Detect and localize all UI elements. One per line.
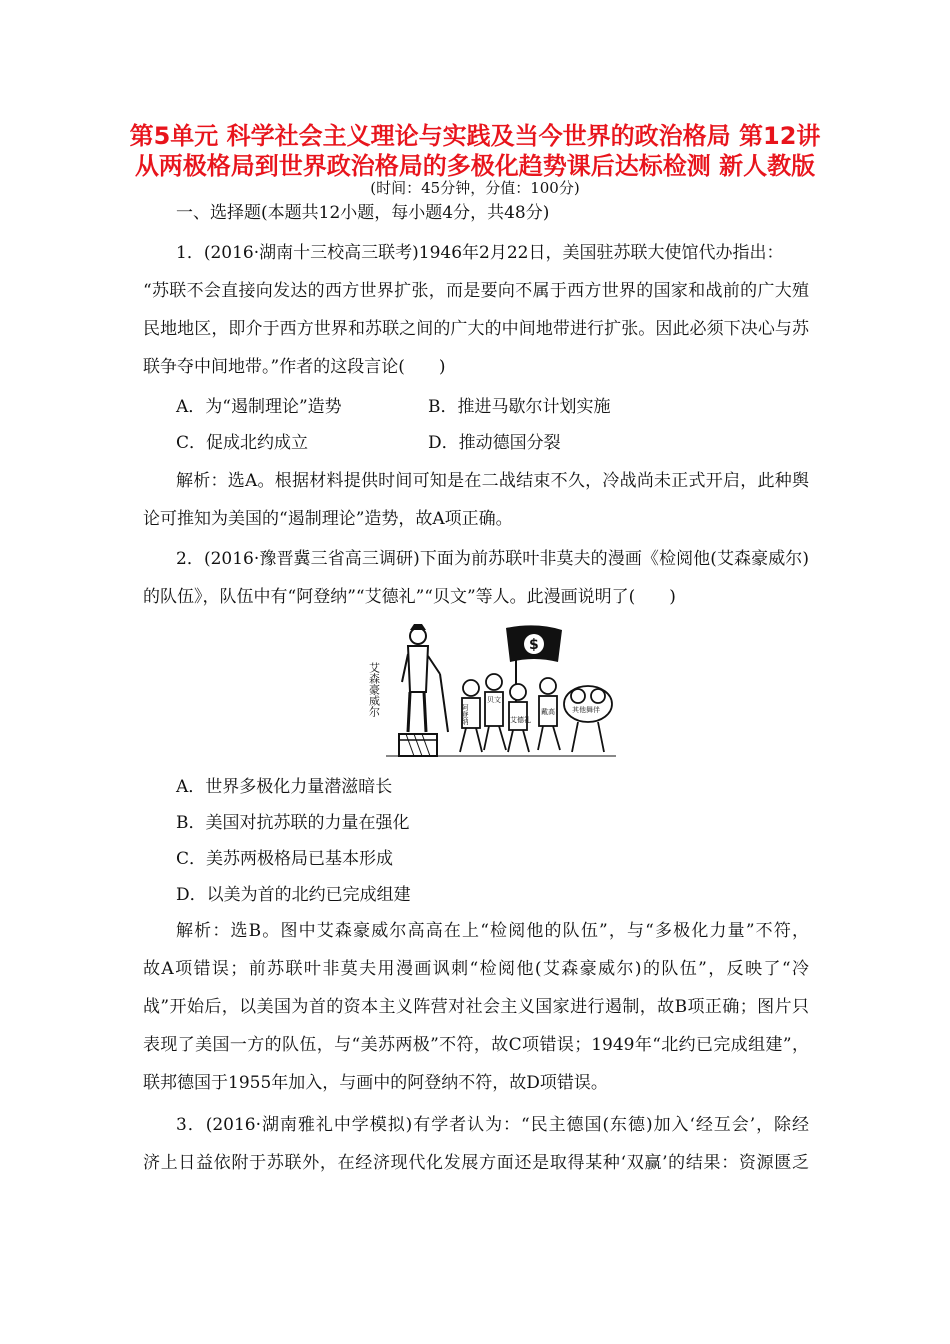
q1-stem-line: 民地地区，即介于西方世界和苏联之间的广大的中间地带进行扩张。因此必须下决心与苏 bbox=[143, 319, 809, 339]
cartoon-tag-label: 阿登纳 bbox=[461, 704, 469, 725]
exam-time-score: (时间：45分钟，分值：100分) bbox=[370, 179, 580, 197]
q2-analysis-line: 解析：选B。图中艾森豪威尔高高在上“检阅他的队伍”，与“多极化力量”不符， bbox=[176, 921, 809, 941]
q2-analysis-line: 联邦德国于1955年加入，与画中的阿登纳不符，故D项错误。 bbox=[143, 1073, 608, 1093]
flag-dollar-sign: $ bbox=[529, 637, 539, 653]
q3-stem-line: 3．(2016·湖南雅礼中学模拟)有学者认为：“民主德国(东德)加入‘经互会’，除经 bbox=[176, 1115, 809, 1135]
q1-analysis-line: 解析：选A。根据材料提供时间可知是在二战结束不久，冷战尚未正式开启，此种舆 bbox=[176, 471, 809, 491]
document-title-line-2: 从两极格局到世界政治格局的多极化趋势课后达标检测 新人教版 bbox=[134, 152, 816, 180]
cartoon-tag-label: 艾德礼 bbox=[510, 716, 531, 724]
q2-analysis-line: 战”开始后，以美国为首的资本主义阵营对社会主义国家进行遏制，故B项正确；图片只 bbox=[143, 997, 809, 1017]
q1-option-b: B．推进马歇尔计划实施 bbox=[428, 397, 611, 417]
q2-option-a: A．世界多极化力量潜滋暗长 bbox=[176, 777, 393, 797]
q2-option-d: D．以美为首的北约已完成组建 bbox=[176, 885, 411, 905]
q1-stem-line: 1．(2016·湖南十三校高三联考)1946年2月22日，美国驻苏联大使馆代办指出： bbox=[176, 243, 784, 263]
q2-stem-line: 的队伍》，队伍中有“阿登纳”“艾德礼”“贝文”等人。此漫画说明了( ) bbox=[143, 587, 676, 607]
q1-option-a: A．为“遏制理论”造势 bbox=[176, 397, 342, 417]
section-heading: 一、选择题(本题共12小题，每小题4分，共48分) bbox=[176, 203, 550, 223]
q1-option-c: C．促成北约成立 bbox=[176, 433, 309, 453]
cartoon-tag-label: 其他舞伴 bbox=[572, 706, 600, 714]
q2-analysis-line: 表现了美国一方的队伍，与“美苏两极”不符，故C项错误；1949年“北约已完成组建”， bbox=[143, 1035, 809, 1055]
cartoon-label-eisenhower: 艾森豪威尔 bbox=[367, 662, 381, 717]
q1-analysis-line: 论可推知为美国的“遏制理论”造势，故A项正确。 bbox=[143, 509, 513, 529]
q2-option-c: C．美苏两极格局已基本形成 bbox=[176, 849, 394, 869]
document-title-line-1: 第5单元 科学社会主义理论与实践及当今世界的政治格局 第12讲 bbox=[129, 122, 821, 150]
cartoon-tag-label: 戴高 bbox=[541, 708, 555, 716]
q3-stem-line: 济上日益依附于苏联外，在经济现代化发展方面还是取得某种‘双赢’的结果：资源匮乏 bbox=[143, 1153, 809, 1173]
q1-stem-line: 联争夺中间地带。”作者的这段言论( ) bbox=[143, 357, 446, 377]
q1-option-d: D．推动德国分裂 bbox=[428, 433, 561, 453]
q2-analysis-line: 故A项错误；前苏联叶非莫夫用漫画讽刺“检阅他(艾森豪威尔)的队伍”，反映了“冷 bbox=[143, 959, 809, 979]
q2-stem-line: 2．(2016·豫晋冀三省高三调研)下面为前苏联叶非莫夫的漫画《检阅他(艾森豪威尔) bbox=[176, 549, 809, 569]
cartoon-tag-label: 贝文 bbox=[487, 696, 501, 704]
political-cartoon-image bbox=[366, 622, 620, 762]
q2-option-b: B．美国对抗苏联的力量在强化 bbox=[176, 813, 410, 833]
q1-stem-line: “苏联不会直接向发达的西方世界扩张，而是要向不属于西方世界的国家和战前的广大殖 bbox=[143, 281, 809, 301]
